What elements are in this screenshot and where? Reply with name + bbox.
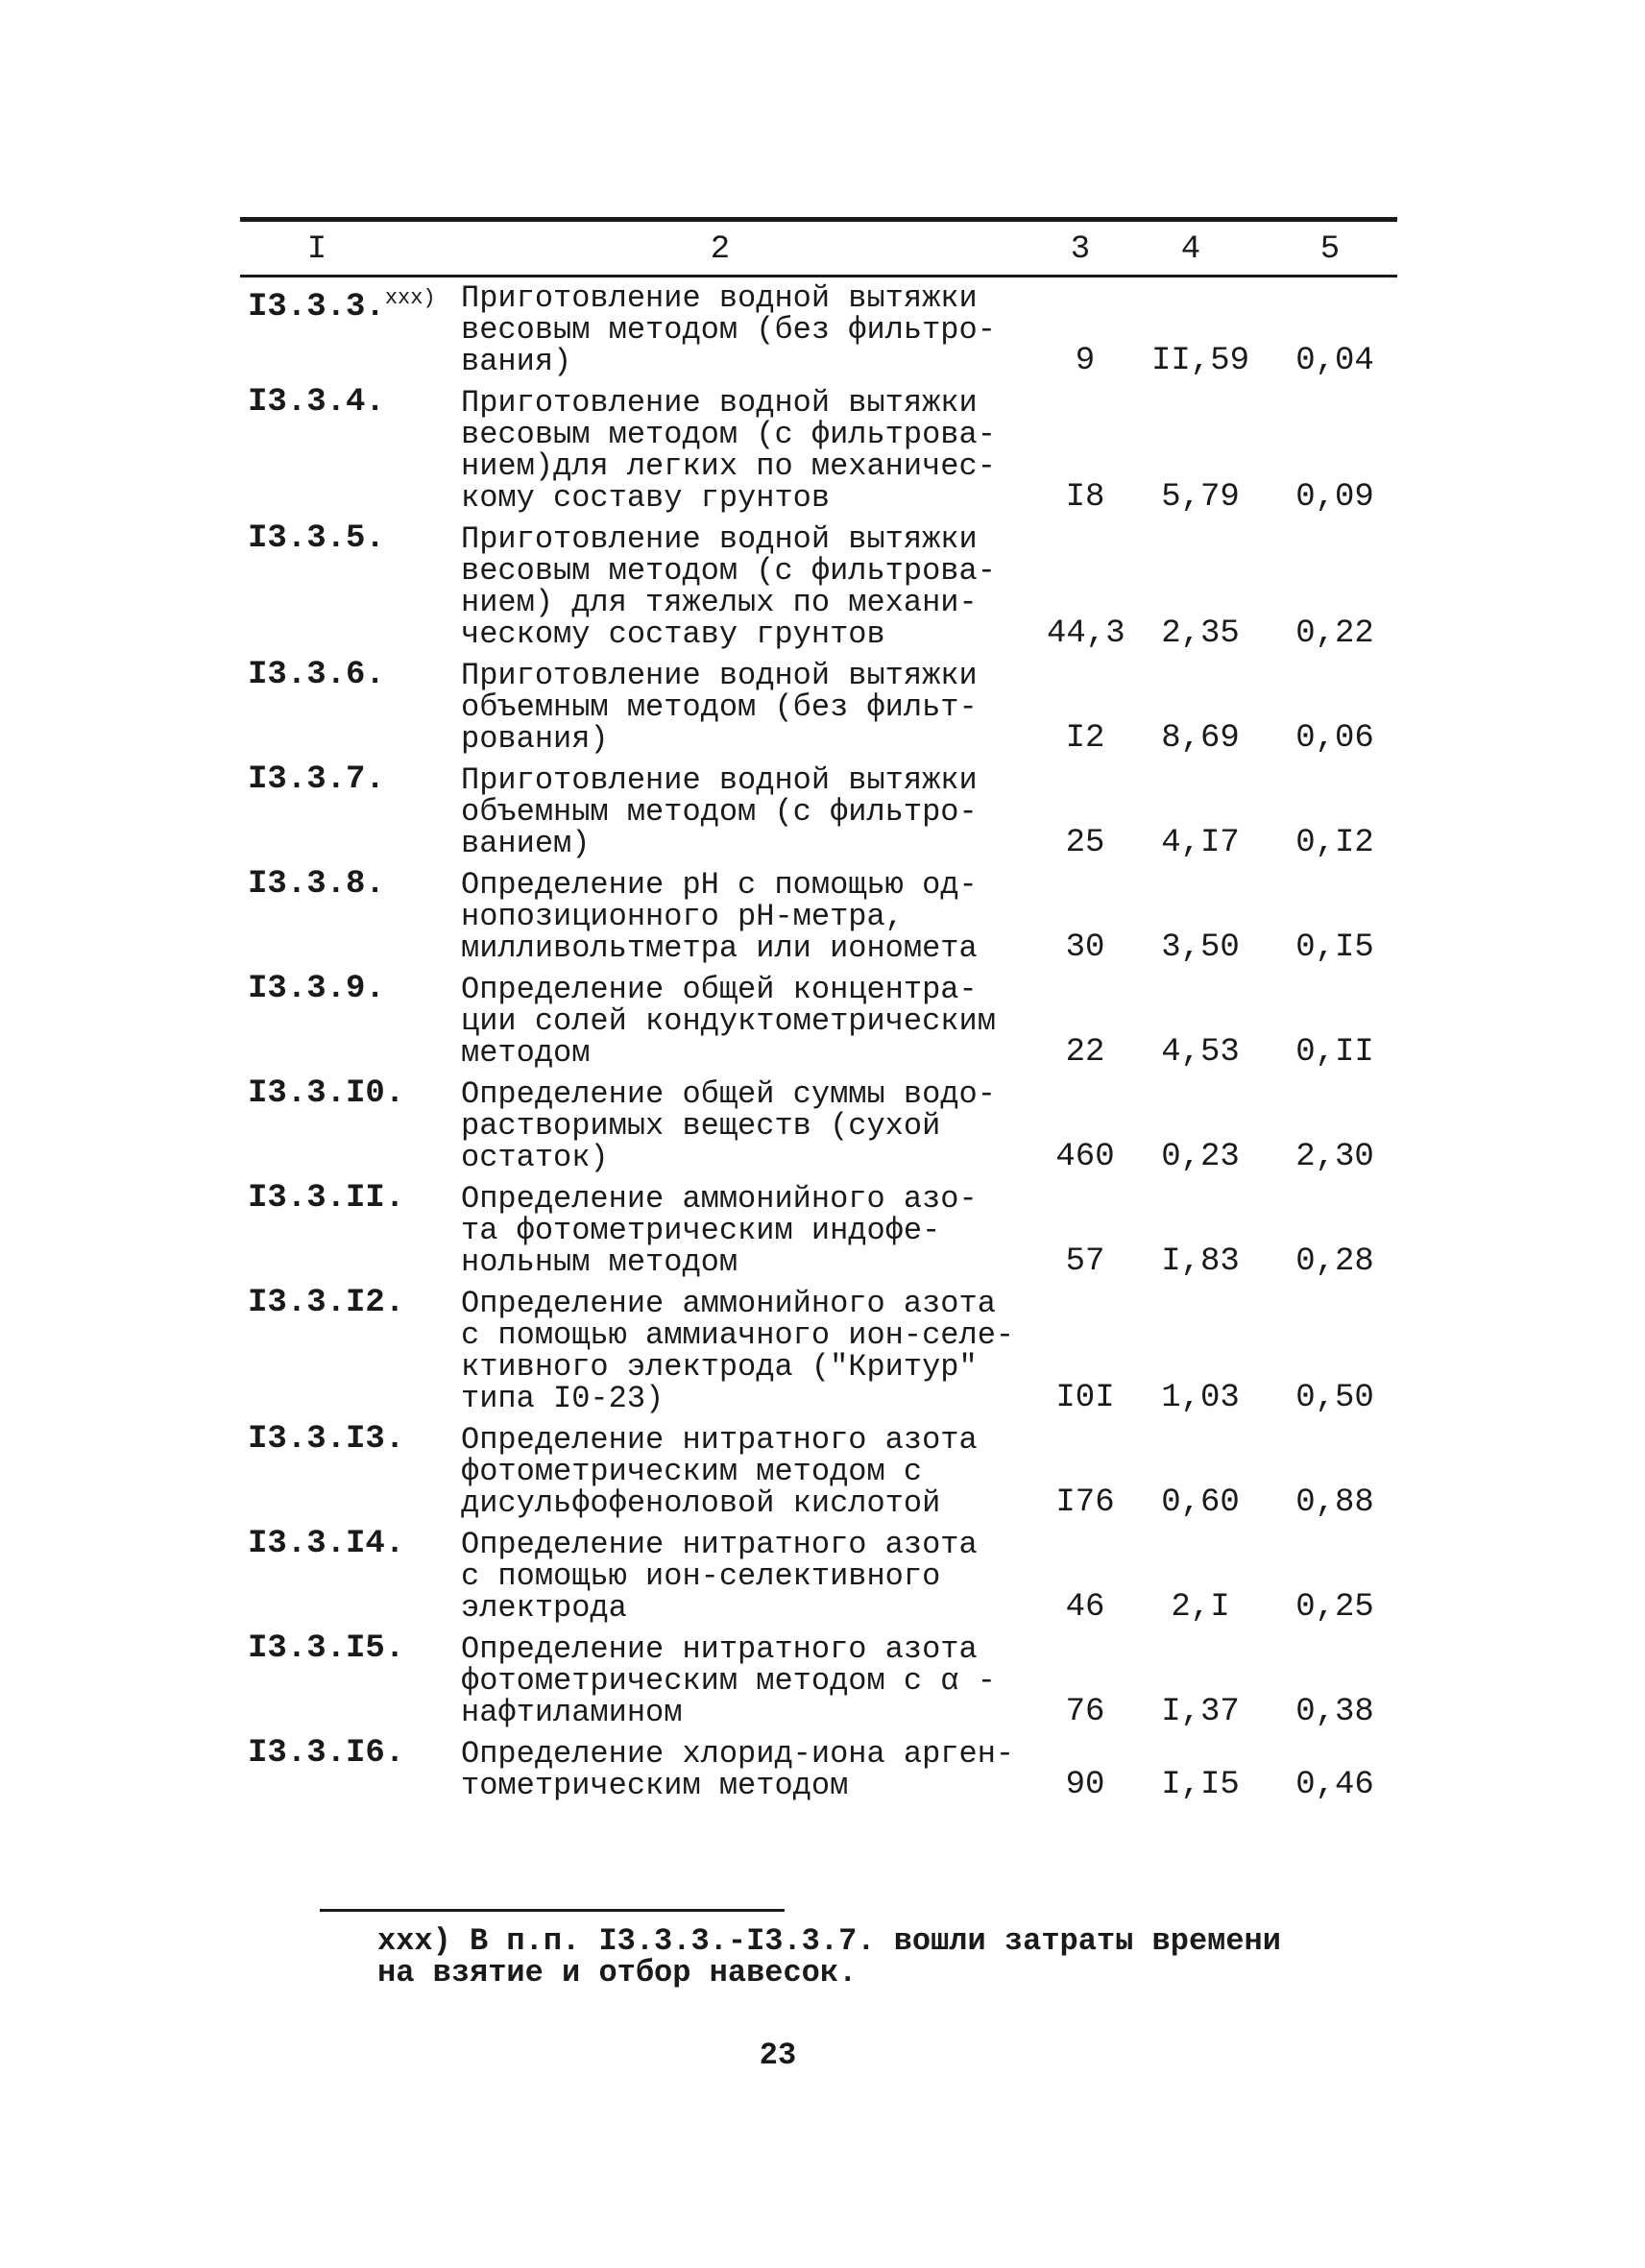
item-number (248, 1735, 405, 1772)
value-col-5: 0,22 (1295, 615, 1374, 652)
table-row (240, 1735, 1397, 1803)
item-number-text: I3.3.7. (248, 761, 385, 798)
header-col-1: I (306, 231, 327, 268)
value-col-4: 5,79 (1161, 479, 1240, 516)
table-header-row (240, 230, 1397, 269)
header-rule (240, 275, 1397, 277)
value-col-4: I,I5 (1161, 1767, 1240, 1803)
value-col-5: 0,09 (1295, 479, 1374, 516)
value-col-5: 0,28 (1295, 1243, 1374, 1280)
value-col-4: 8,69 (1161, 720, 1240, 757)
item-number-text: I3.3.I2. (248, 1285, 405, 1321)
value-col-3: 30 (1065, 929, 1105, 966)
value-col-4: 4,I7 (1161, 825, 1240, 861)
value-col-3: 90 (1065, 1767, 1105, 1803)
value-col-5: 0,88 (1295, 1484, 1374, 1521)
value-col-5: 0,25 (1295, 1589, 1374, 1626)
value-col-3: 25 (1065, 825, 1105, 861)
value-col-3: 460 (1055, 1139, 1115, 1175)
item-number (248, 1630, 405, 1667)
item-description: Определение нитратного азота фотометрическим методом с α - нафтиламином (461, 1631, 996, 1730)
header-col-3: 3 (1070, 231, 1091, 268)
value-col-3: 46 (1065, 1589, 1105, 1626)
item-number (248, 282, 436, 324)
value-col-4: 3,50 (1161, 929, 1240, 966)
value-col-3: I0I (1055, 1380, 1115, 1416)
value-col-5: 2,30 (1295, 1139, 1374, 1175)
value-col-3: I76 (1055, 1484, 1115, 1521)
value-col-4: 2,I (1171, 1589, 1230, 1626)
item-number-text: I3.3.6. (248, 657, 385, 693)
item-number (248, 384, 385, 421)
item-number (248, 971, 385, 1007)
table-row (240, 1180, 1397, 1280)
item-description: Приготовление водной вытяжки весовым методом (без фильтро- вания) (461, 280, 996, 379)
item-number-text: I3.3.I4. (248, 1526, 405, 1562)
table-row (240, 520, 1397, 652)
value-col-3: 76 (1065, 1694, 1105, 1730)
item-number-text: I3.3.I3. (248, 1421, 405, 1458)
item-number-text: I3.3.I6. (248, 1735, 405, 1772)
item-number-text: I3.3.I0. (248, 1075, 405, 1112)
value-col-4: II,59 (1150, 343, 1250, 379)
header-col-5: 5 (1319, 231, 1341, 268)
footnote-rule (320, 1909, 785, 1912)
footnote-mark: xxx) (384, 286, 436, 310)
header-col-4: 4 (1180, 231, 1201, 268)
value-col-5: 0,50 (1295, 1380, 1374, 1416)
item-number (248, 1526, 405, 1562)
item-description: Определение хлорид-иона арген- тометрическим методом (461, 1736, 1015, 1803)
table-row (240, 1630, 1397, 1730)
item-description: Определение общей суммы водо- растворимых веществ (сухой остаток) (461, 1076, 996, 1175)
item-description: Определение нитратного азота фотометрическим методом с дисульфофеноловой кислотой (461, 1422, 978, 1521)
item-number-text: I3.3.4. (248, 384, 385, 421)
item-description: Приготовление водной вытяжки весовым методом (с фильтрова- нием)для легких по механичес- кому составу грунтов (461, 385, 996, 516)
value-col-4: 0,23 (1161, 1139, 1240, 1175)
item-description: Приготовление водной вытяжки весовым методом (с фильтрова- нием) для тяжелых по механи- ческому составу грунтов (461, 521, 996, 652)
table-row (240, 971, 1397, 1071)
value-col-4: 2,35 (1161, 615, 1240, 652)
item-description: Определение аммонийного азо- та фотометрическим индофе- нольным методом (461, 1181, 978, 1280)
item-description: Приготовление водной вытяжки объемным методом (с фильтро- ванием) (461, 762, 978, 861)
item-description: Определение нитратного азота с помощью ион-селективного электрода (461, 1527, 978, 1626)
value-col-5: 0,I5 (1295, 929, 1374, 966)
table-row (240, 866, 1397, 966)
value-col-3: 9 (1075, 343, 1096, 379)
item-number-text: I3.3.3. (248, 289, 385, 326)
item-number (248, 866, 385, 903)
value-col-3: I8 (1065, 479, 1105, 516)
footnote: xxx) В п.п. I3.3.3.-I3.3.7. вошли затраты времени на взятие и отбор навесок. (377, 1923, 1281, 1991)
value-col-5: 0,04 (1295, 343, 1374, 379)
item-description: Приготовление водной вытяжки объемным методом (без фильт- рования) (461, 658, 978, 757)
item-number-text: I3.3.II. (248, 1180, 405, 1217)
value-col-3: 22 (1065, 1034, 1105, 1071)
value-col-3: 57 (1065, 1243, 1105, 1280)
value-col-3: I2 (1065, 720, 1105, 757)
table-row (240, 1285, 1397, 1416)
table-row (240, 282, 1397, 377)
value-col-5: 0,II (1295, 1034, 1374, 1071)
table-top-rule (240, 217, 1397, 222)
value-col-3: 44,3 (1047, 615, 1125, 652)
table-row (240, 1075, 1397, 1175)
value-col-4: 1,03 (1161, 1380, 1240, 1416)
item-number (248, 520, 385, 557)
value-col-5: 0,38 (1295, 1694, 1374, 1730)
item-number-text: I3.3.8. (248, 866, 385, 903)
value-col-5: 0,06 (1295, 720, 1374, 757)
item-number-text: I3.3.9. (248, 971, 385, 1007)
table-row (240, 1421, 1397, 1521)
item-number (248, 1285, 405, 1321)
value-col-4: 0,60 (1161, 1484, 1240, 1521)
value-col-4: I,83 (1161, 1243, 1240, 1280)
item-number (248, 1421, 405, 1458)
item-description: Определение pH с помощью од- нопозиционного pH-метра, милливольтметра или иономета (461, 867, 978, 966)
item-number-text: I3.3.I5. (248, 1630, 405, 1667)
item-number (248, 1180, 405, 1217)
page-number: 23 (759, 2038, 797, 2073)
value-col-5: 0,I2 (1295, 825, 1374, 861)
item-number (248, 657, 385, 693)
item-number-text: I3.3.5. (248, 520, 385, 557)
item-number (248, 1075, 405, 1112)
value-col-4: I,37 (1161, 1694, 1240, 1730)
value-col-4: 4,53 (1161, 1034, 1240, 1071)
header-col-2: 2 (710, 231, 731, 268)
value-col-5: 0,46 (1295, 1767, 1374, 1803)
item-description: Определение аммонийного азота с помощью аммиачного ион-селе- ктивного электрода ("Критур" типа I0-23) (461, 1286, 1015, 1416)
table-row (240, 761, 1397, 861)
item-number (248, 761, 385, 798)
table-row (240, 1526, 1397, 1626)
table-row (240, 384, 1397, 516)
table-body (240, 282, 1397, 1801)
item-description: Определение общей концентра- ции солей кондуктометрическим методом (461, 972, 996, 1071)
table-row (240, 657, 1397, 757)
